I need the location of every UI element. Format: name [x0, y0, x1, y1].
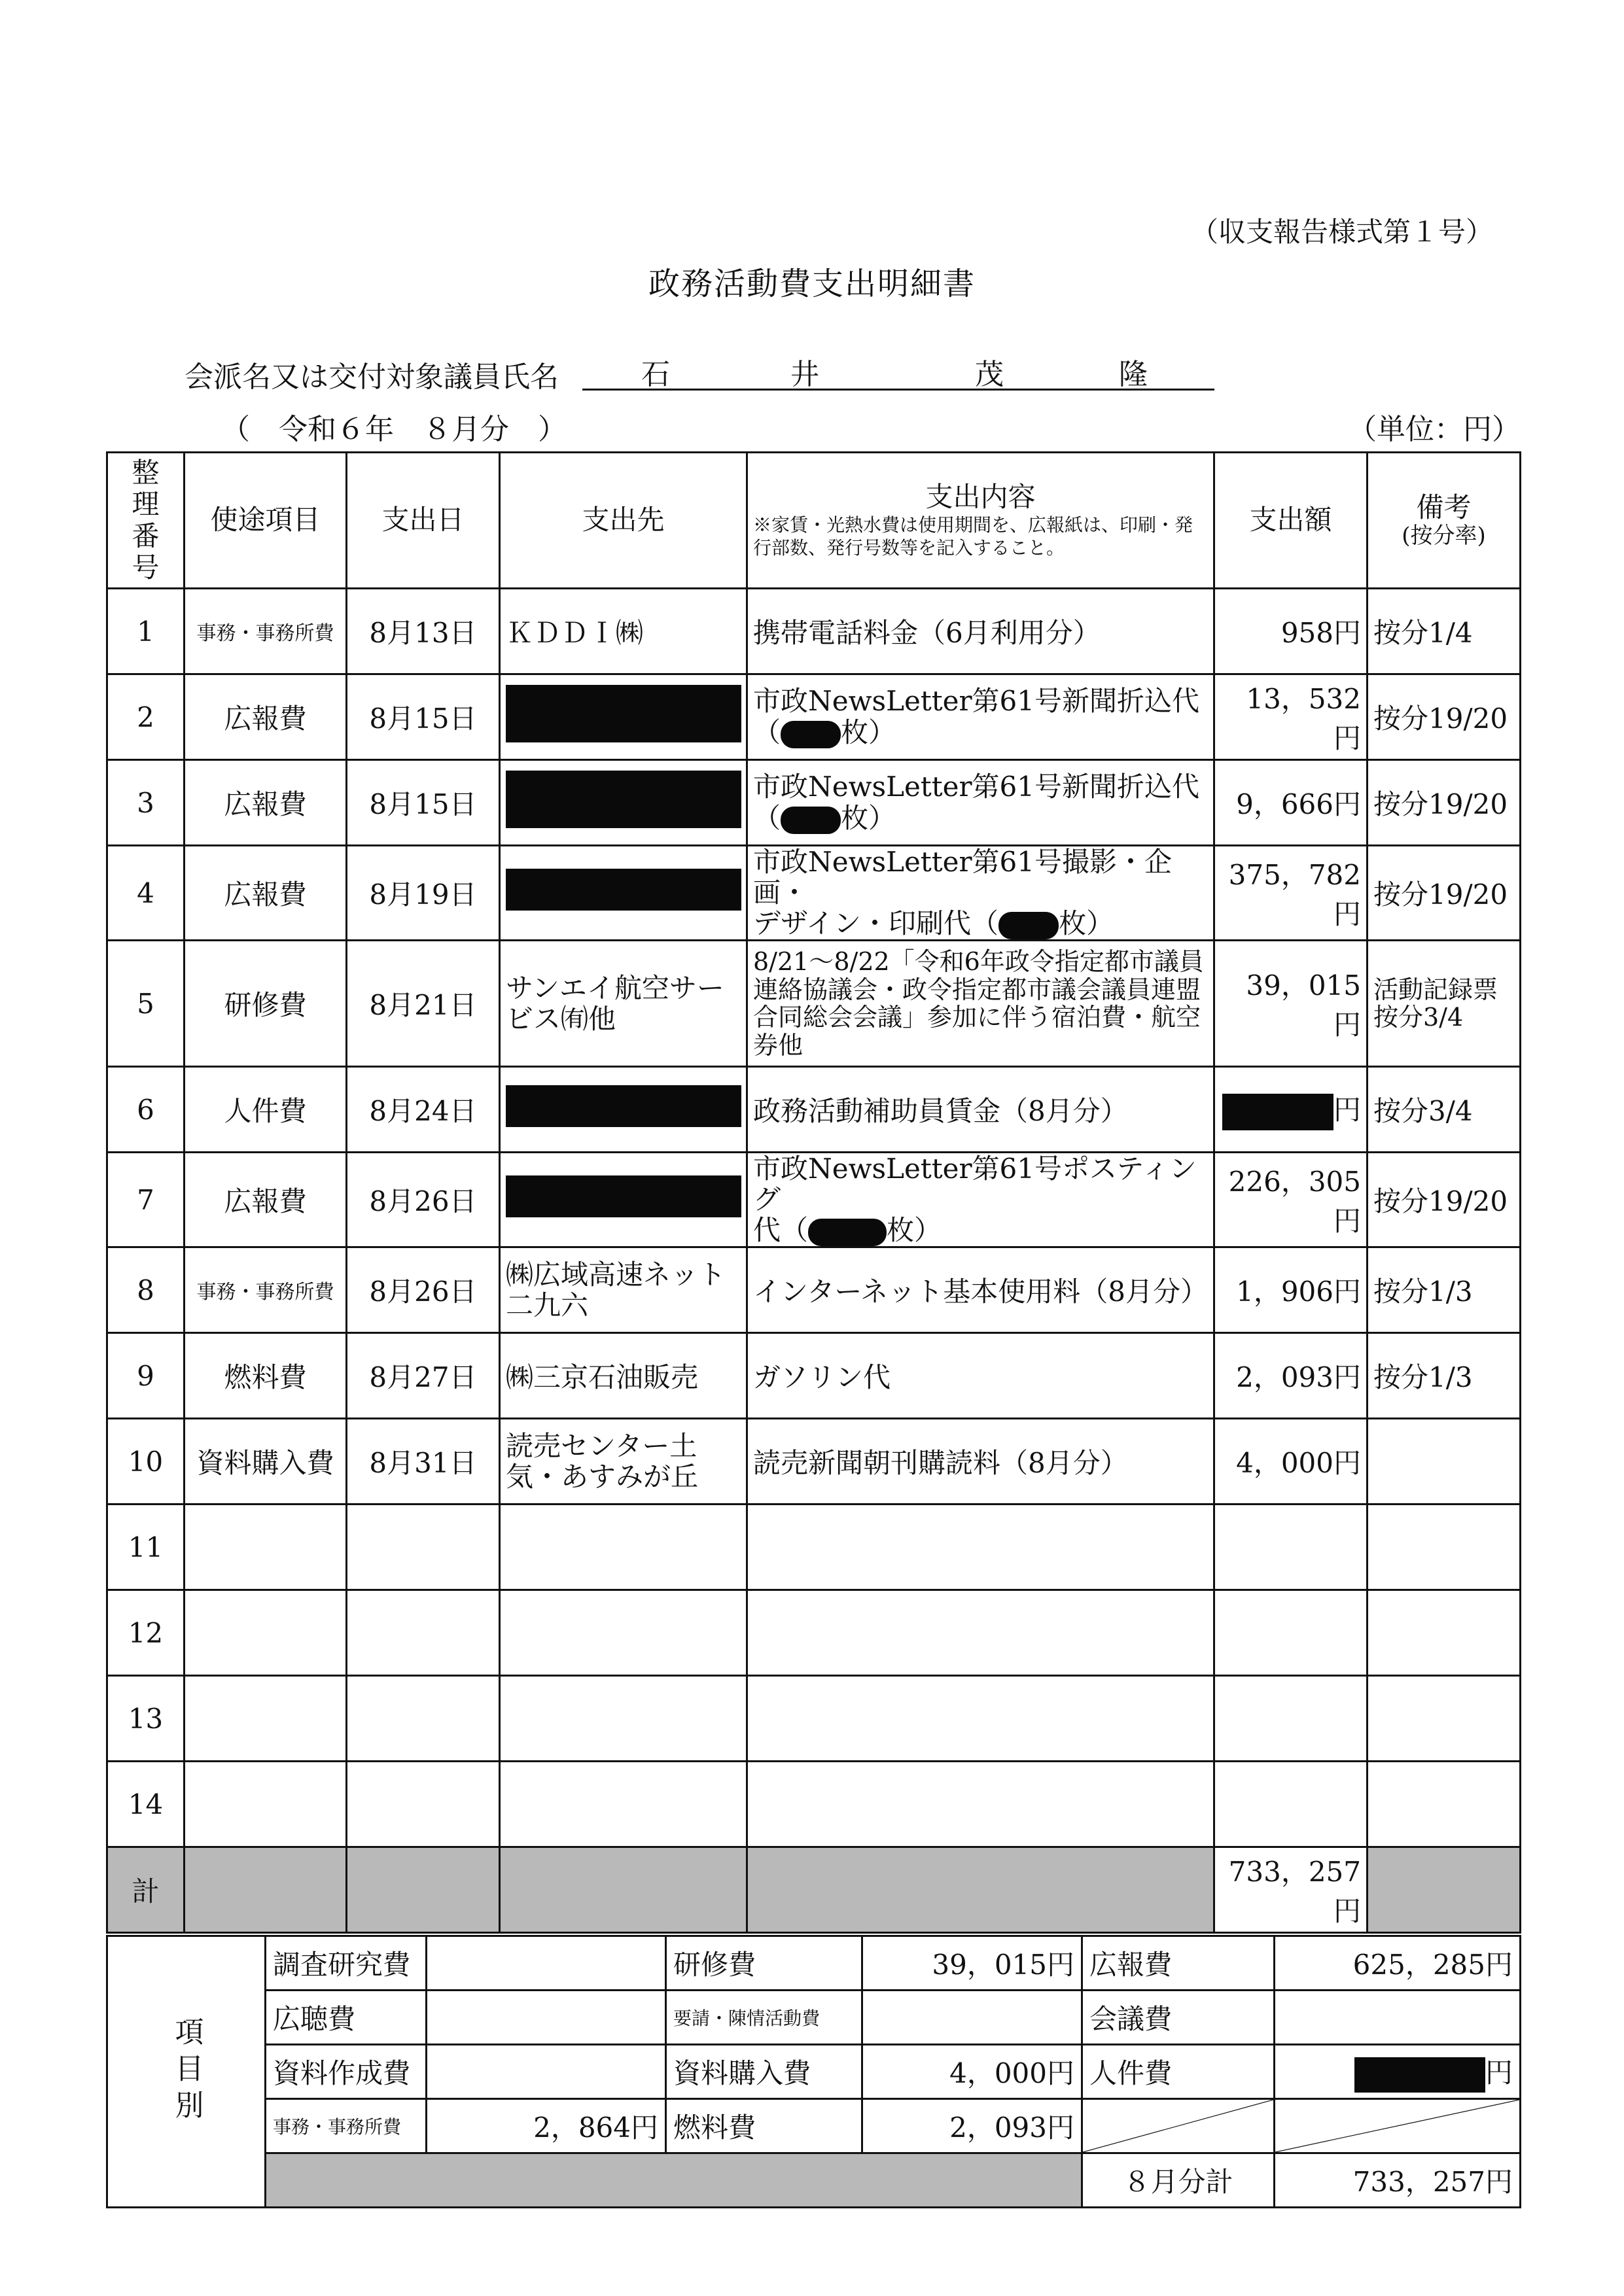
total-amount: 733，257円	[1214, 1847, 1368, 1933]
row-remarks	[1368, 1590, 1521, 1676]
content-text: 枚）	[841, 716, 896, 748]
row-payee	[500, 674, 747, 760]
col-header-amount: 支出額	[1214, 453, 1368, 589]
row-remarks: 按分19/20	[1368, 846, 1521, 941]
table-row	[107, 941, 1521, 1067]
row-content	[747, 1676, 1214, 1762]
summary-materials-buy-label: 資料購入費	[666, 2045, 862, 2099]
content-text: 代（	[753, 1214, 809, 1247]
summary-fuel-amount: 2，093円	[862, 2099, 1082, 2153]
summary-office-amount: 2，864円	[427, 2099, 666, 2153]
summary-office-label: 事務・事務所費	[266, 2099, 427, 2153]
content-line: 市政NewsLetter第61号撮影・企画・	[753, 846, 1172, 909]
content-text: （	[753, 801, 781, 834]
col-header-no: 整理番号	[107, 453, 185, 589]
summary-row	[107, 2099, 1521, 2153]
table-row	[107, 760, 1521, 846]
content-text: 枚）	[841, 801, 896, 834]
col-header-content	[747, 453, 1214, 589]
row-use	[185, 1676, 347, 1762]
expense-table	[106, 451, 1521, 1934]
table-header-row	[107, 453, 1521, 589]
row-date: 8月31日	[347, 1419, 500, 1505]
table-row	[107, 846, 1521, 941]
row-no: 8	[107, 1247, 185, 1333]
document-title: 政務活動費支出明細書	[648, 266, 976, 302]
content-line	[753, 908, 1208, 939]
row-date: 8月24日	[347, 1067, 500, 1153]
row-date: 8月27日	[347, 1333, 500, 1419]
member-name	[582, 347, 1214, 391]
row-remarks: 按分19/20	[1368, 760, 1521, 846]
name-char: 井	[790, 358, 819, 391]
col-header-payee: 支出先	[500, 453, 747, 589]
row-use: 広報費	[185, 760, 347, 846]
row-date	[347, 1505, 500, 1590]
row-remarks: 按分19/20	[1368, 674, 1521, 760]
row-payee	[500, 1153, 747, 1247]
row-no: 10	[107, 1419, 185, 1505]
remarks-header-title: 備考	[1416, 491, 1472, 523]
content-text: （	[753, 716, 781, 748]
row-payee: ＫＤＤＩ㈱	[500, 589, 747, 674]
row-remarks	[1368, 1419, 1521, 1505]
summary-hearing-label: 広聴費	[266, 1991, 427, 2045]
summary-petition-amount	[862, 1991, 1082, 2045]
row-content	[747, 1153, 1214, 1247]
row-date: 8月26日	[347, 1247, 500, 1333]
row-no: 11	[107, 1505, 185, 1590]
row-date: 8月26日	[347, 1153, 500, 1247]
table-row	[107, 1247, 1521, 1333]
content-text: 枚）	[1059, 907, 1114, 940]
row-no: 3	[107, 760, 185, 846]
row-use: 事務・事務所費	[185, 1247, 347, 1333]
table-row	[107, 674, 1521, 760]
name-char: 茂	[975, 358, 1004, 391]
row-amount: 13，532円	[1214, 674, 1368, 760]
row-use	[185, 1590, 347, 1676]
summary-fuel-label: 燃料費	[666, 2099, 862, 2153]
total-blank	[500, 1847, 747, 1933]
row-amount	[1214, 1067, 1368, 1153]
row-remarks: 按分1/4	[1368, 589, 1521, 674]
row-content: 読売新聞朝刊購読料（8月分）	[747, 1419, 1214, 1505]
row-use: 広報費	[185, 674, 347, 760]
name-label: 会派名又は交付対象議員氏名	[185, 360, 559, 394]
row-use: 研修費	[185, 941, 347, 1067]
summary-materials-buy-amount: 4，000円	[862, 2045, 1082, 2099]
summary-research-label: 調査研究費	[266, 1936, 427, 1991]
row-payee	[500, 1505, 747, 1590]
summary-row	[107, 1936, 1521, 1991]
amount-unit: 円	[1485, 2056, 1513, 2089]
summary-month-total-label: ８月分計	[1082, 2153, 1275, 2208]
row-no: 14	[107, 1762, 185, 1847]
row-date: 8月15日	[347, 760, 500, 846]
redaction-block	[808, 1219, 887, 1246]
row-content: 政務活動補助員賃金（8月分）	[747, 1067, 1214, 1153]
row-no: 1	[107, 589, 185, 674]
row-no: 5	[107, 941, 185, 1067]
row-no: 12	[107, 1590, 185, 1676]
unit-label: （単位：円）	[1348, 413, 1521, 446]
table-row	[107, 1419, 1521, 1505]
row-content	[747, 846, 1214, 941]
diagonal-line	[1083, 2100, 1273, 2152]
table-row	[107, 1067, 1521, 1153]
row-amount	[1214, 1762, 1368, 1847]
redaction-block	[781, 721, 841, 748]
table-row	[107, 1676, 1521, 1762]
table-row	[107, 589, 1521, 674]
row-amount: 1，906円	[1214, 1247, 1368, 1333]
summary-materials-make-label: 資料作成費	[266, 2045, 427, 2099]
summary-pr-label: 広報費	[1082, 1936, 1275, 1991]
redaction-block	[506, 1175, 741, 1217]
row-use: 事務・事務所費	[185, 589, 347, 674]
total-row	[107, 1847, 1521, 1933]
content-line	[753, 1215, 1208, 1246]
row-use: 広報費	[185, 846, 347, 941]
col-header-remarks	[1368, 453, 1521, 589]
row-no: 6	[107, 1067, 185, 1153]
row-date	[347, 1762, 500, 1847]
row-payee	[500, 760, 747, 846]
summary-gray-block	[266, 2153, 1082, 2208]
table-row	[107, 1333, 1521, 1419]
row-amount	[1214, 1505, 1368, 1590]
redaction-block	[1222, 1094, 1333, 1130]
summary-row	[107, 1991, 1521, 2045]
table-row	[107, 1762, 1521, 1847]
name-char: 石	[641, 358, 670, 391]
amount-unit: 円	[1333, 1094, 1361, 1126]
summary-hearing-amount	[427, 1991, 666, 2045]
row-content: ガソリン代	[747, 1333, 1214, 1419]
row-remarks: 按分1/3	[1368, 1247, 1521, 1333]
name-char: 隆	[1119, 358, 1148, 391]
remarks-header-sub: (按分率)	[1402, 523, 1486, 549]
redaction-block	[506, 869, 741, 911]
redaction-block	[506, 1085, 741, 1127]
summary-meeting-label: 会議費	[1082, 1991, 1275, 2045]
row-amount: 9，666円	[1214, 760, 1368, 846]
row-remarks	[1368, 1505, 1521, 1590]
row-use: 資料購入費	[185, 1419, 347, 1505]
col-header-date: 支出日	[347, 453, 500, 589]
row-content	[747, 674, 1214, 760]
table-row	[107, 1590, 1521, 1676]
row-payee	[500, 1676, 747, 1762]
row-amount: 375，782円	[1214, 846, 1368, 941]
redaction-block	[998, 912, 1059, 939]
table-row	[107, 1505, 1521, 1590]
table-row	[107, 1153, 1521, 1247]
row-amount: 226，305円	[1214, 1153, 1368, 1247]
row-amount: 2，093円	[1214, 1333, 1368, 1419]
row-no: 9	[107, 1333, 185, 1419]
content-line	[753, 803, 1208, 834]
summary-pr-amount: 625，285円	[1275, 1936, 1521, 1991]
summary-diagonal-cell	[1275, 2099, 1521, 2153]
content-line	[753, 717, 1208, 748]
report-period: （ 令和６年 ８月分 ）	[221, 413, 567, 446]
row-content: 携帯電話料金（6月利用分）	[747, 589, 1214, 674]
total-blank	[747, 1847, 1214, 1933]
row-use: 燃料費	[185, 1333, 347, 1419]
row-use	[185, 1762, 347, 1847]
summary-diagonal-cell	[1082, 2099, 1275, 2153]
row-date: 8月13日	[347, 589, 500, 674]
content-text: 枚）	[887, 1214, 942, 1247]
summary-personnel-label: 人件費	[1082, 2045, 1275, 2099]
row-remarks: 按分19/20	[1368, 1153, 1521, 1247]
summary-meeting-amount	[1275, 1991, 1521, 2045]
row-payee	[500, 846, 747, 941]
summary-table	[106, 1935, 1521, 2208]
summary-personnel-amount	[1275, 2045, 1521, 2099]
row-no: 4	[107, 846, 185, 941]
content-line: 市政NewsLetter第61号ポスティング	[753, 1153, 1197, 1216]
row-payee: サンエイ航空サービス㈲他	[500, 941, 747, 1067]
content-line: 市政NewsLetter第61号新聞折込代	[753, 685, 1199, 718]
form-number: （収支報告様式第１号）	[1191, 216, 1494, 248]
row-payee: 読売センター土気・あすみが丘	[500, 1419, 747, 1505]
row-content	[747, 1590, 1214, 1676]
row-date: 8月21日	[347, 941, 500, 1067]
row-remarks: 按分3/4	[1368, 1067, 1521, 1153]
row-amount: 4，000円	[1214, 1419, 1368, 1505]
row-use: 人件費	[185, 1067, 347, 1153]
total-label: 計	[107, 1847, 185, 1933]
summary-research-amount	[427, 1936, 666, 1991]
row-no: 2	[107, 674, 185, 760]
summary-petition-label: 要請・陳情活動費	[666, 1991, 862, 2045]
redaction-block	[506, 685, 741, 742]
summary-training-label: 研修費	[666, 1936, 862, 1991]
row-date: 8月19日	[347, 846, 500, 941]
row-payee: ㈱三京石油販売	[500, 1333, 747, 1419]
row-date: 8月15日	[347, 674, 500, 760]
row-payee	[500, 1590, 747, 1676]
diagonal-line	[1275, 2100, 1519, 2152]
col-header-use: 使途項目	[185, 453, 347, 589]
summary-training-amount: 39，015円	[862, 1936, 1082, 1991]
row-date	[347, 1676, 500, 1762]
row-amount: 958円	[1214, 589, 1368, 674]
row-payee: ㈱広域高速ネット二九六	[500, 1247, 747, 1333]
summary-row	[107, 2045, 1521, 2099]
row-no: 13	[107, 1676, 185, 1762]
row-amount	[1214, 1676, 1368, 1762]
redaction-block	[1354, 2057, 1485, 2093]
row-remarks	[1368, 1762, 1521, 1847]
summary-side-label	[107, 1936, 266, 2208]
summary-row	[107, 2153, 1521, 2208]
content-header-title: 支出内容	[925, 481, 1036, 513]
row-amount: 39，015円	[1214, 941, 1368, 1067]
content-line: 市政NewsLetter第61号新聞折込代	[753, 771, 1199, 803]
row-content	[747, 1762, 1214, 1847]
summary-side-text: 項目別	[169, 2017, 203, 2127]
row-use	[185, 1505, 347, 1590]
row-content	[747, 760, 1214, 846]
row-payee	[500, 1762, 747, 1847]
row-content: 8/21～8/22「令和6年政令指定都市議員連絡協議会・政令指定都市議会議員連盟合同総会会議」参加に伴う宿泊費・航空券他	[747, 941, 1214, 1067]
content-header-note: ※家賃・光熱水費は使用期間を、広報紙は、印刷・発行部数、発行号数等を記入すること。	[753, 513, 1193, 559]
total-blank	[185, 1847, 347, 1933]
row-no: 7	[107, 1153, 185, 1247]
row-payee	[500, 1067, 747, 1153]
row-remarks: 活動記録票按分3/4	[1368, 941, 1521, 1067]
row-date	[347, 1590, 500, 1676]
row-content: インターネット基本使用料（8月分）	[747, 1247, 1214, 1333]
content-text: デザイン・印刷代（	[753, 907, 999, 940]
row-remarks: 按分1/3	[1368, 1333, 1521, 1419]
summary-materials-make-amount	[427, 2045, 666, 2099]
row-use: 広報費	[185, 1153, 347, 1247]
redaction-block	[781, 807, 841, 834]
row-remarks	[1368, 1676, 1521, 1762]
row-amount	[1214, 1590, 1368, 1676]
total-blank	[1368, 1847, 1521, 1933]
row-content	[747, 1505, 1214, 1590]
summary-month-total-amount: 733，257円	[1275, 2153, 1521, 2208]
total-blank	[347, 1847, 500, 1933]
redaction-block	[506, 771, 741, 828]
